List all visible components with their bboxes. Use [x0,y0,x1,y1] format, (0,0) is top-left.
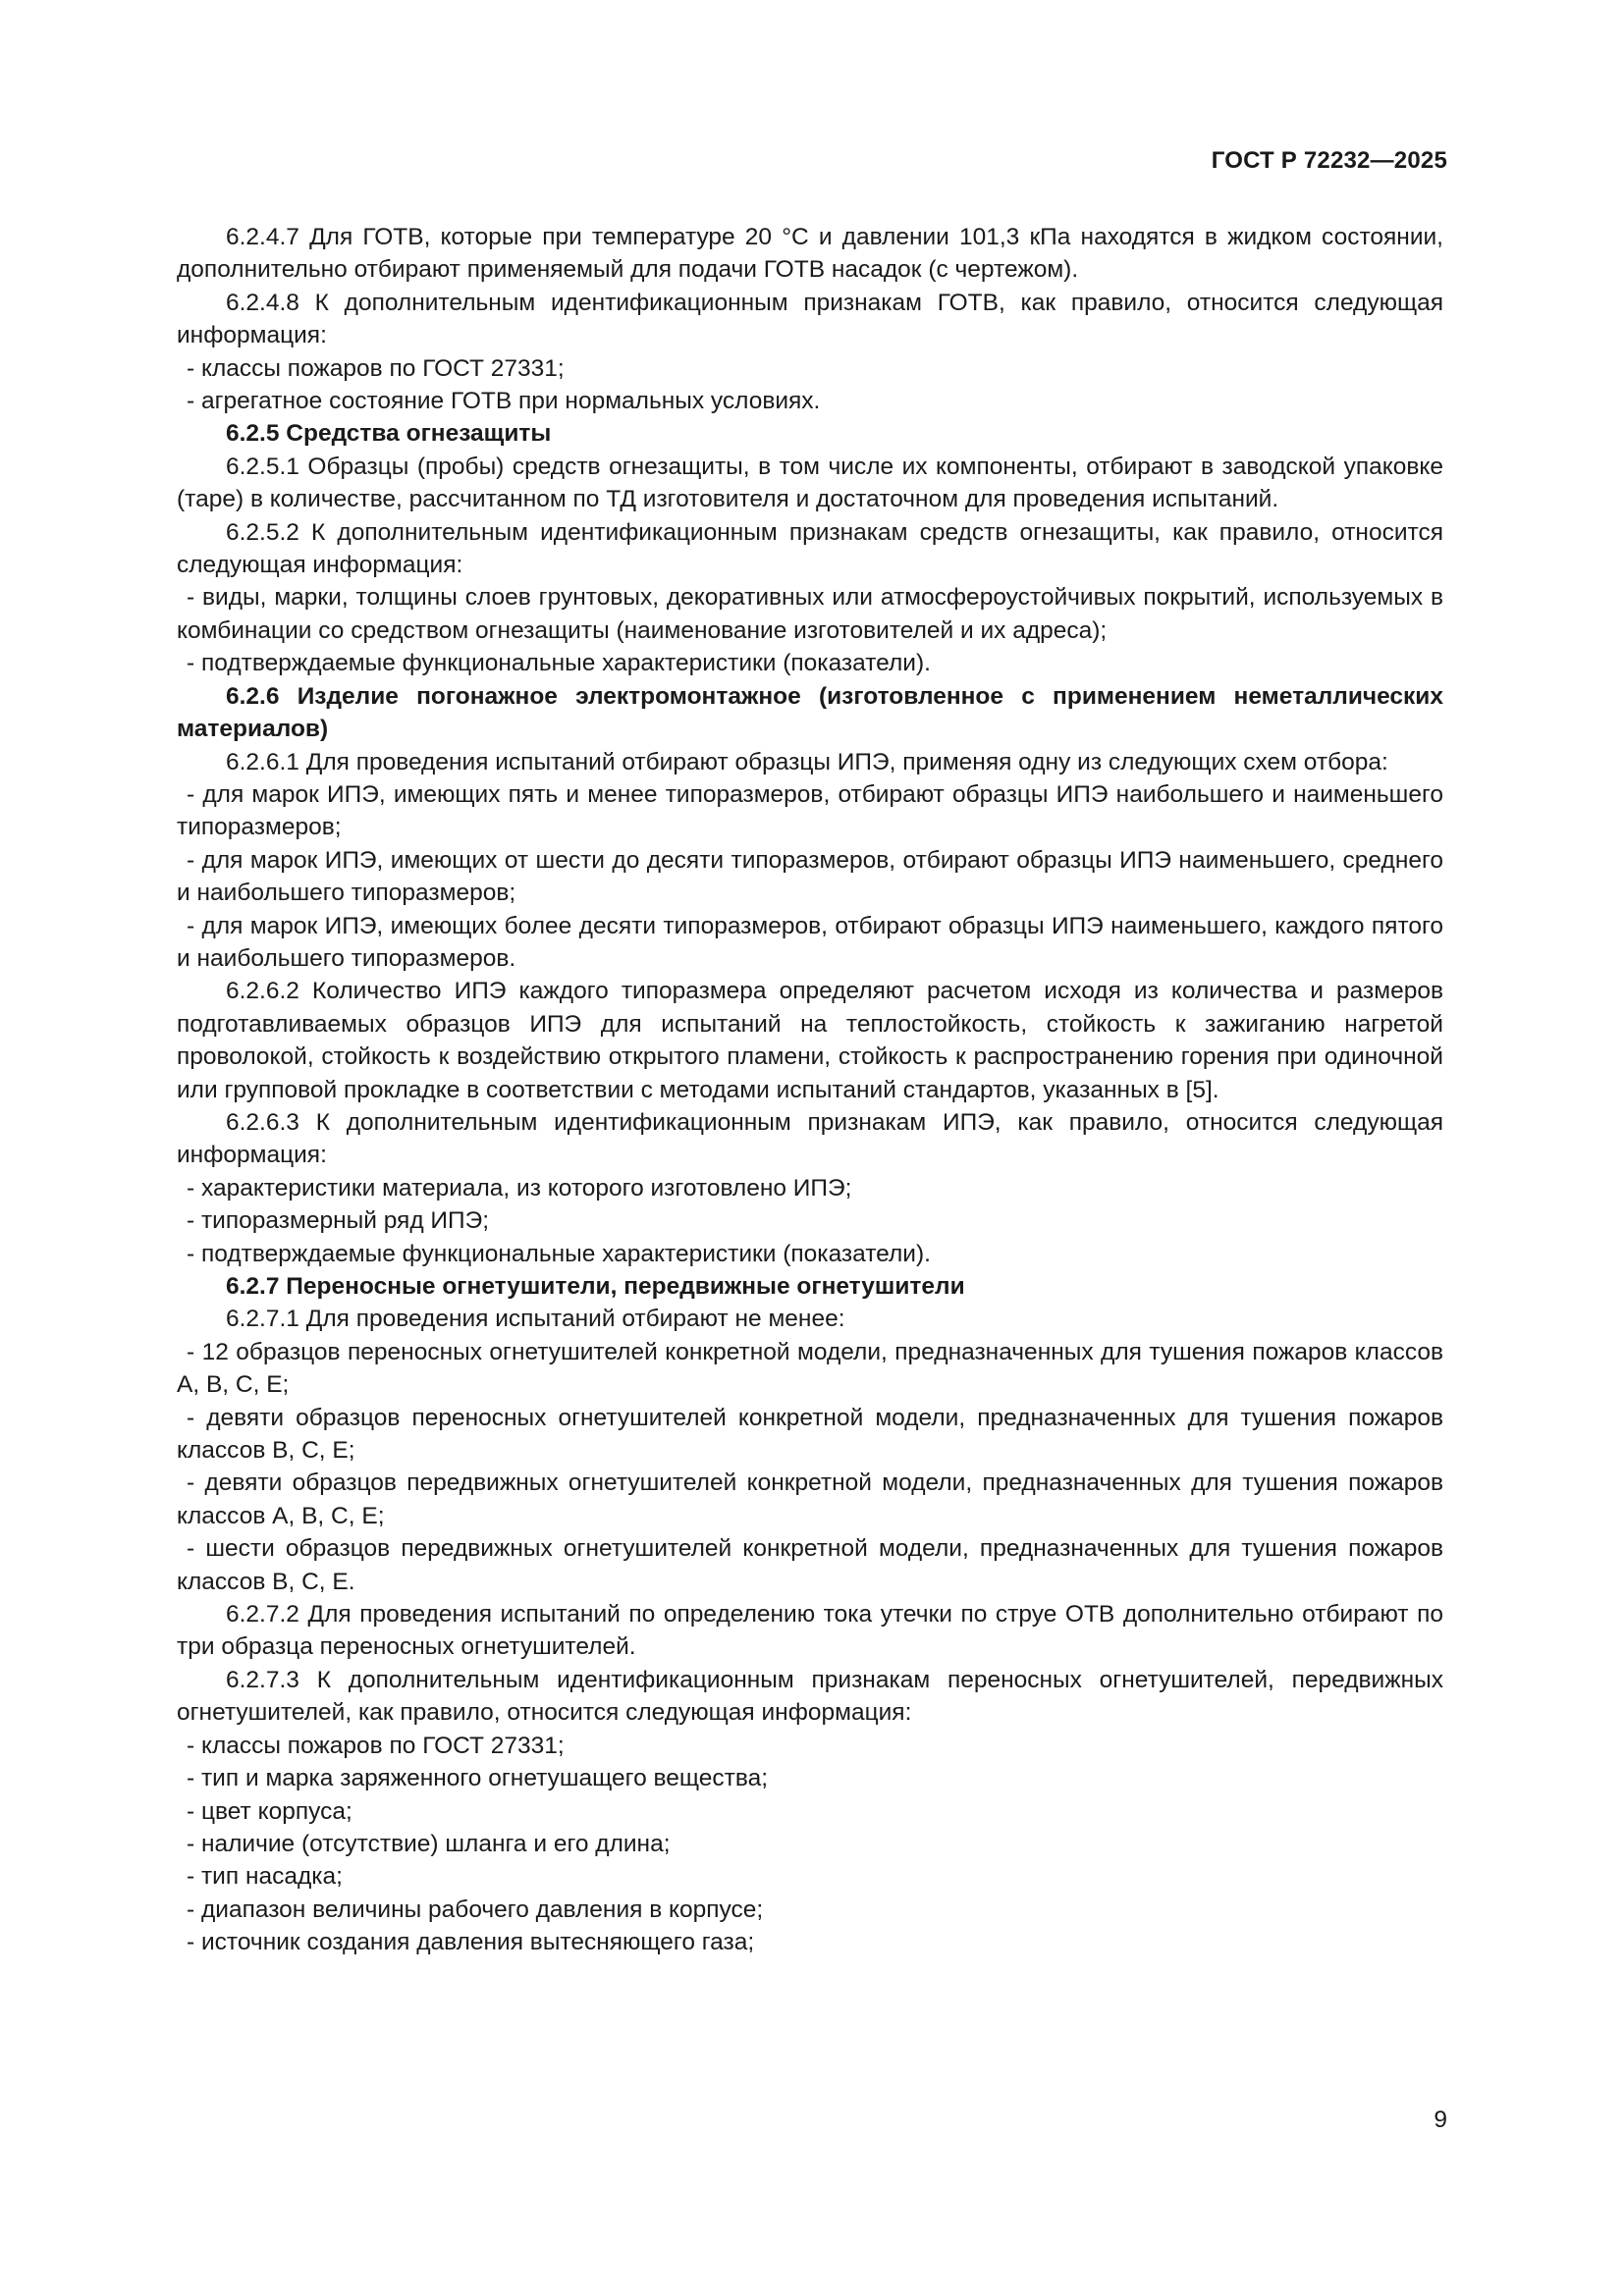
paragraph: 6.2.5.1 Образцы (пробы) средств огнезащиты, в том числе их компоненты, отбирают в заводской упаковке (таре) в количестве, рассчитанном по ТД изготовителя и достаточном для проведения испытаний. [177,453,1443,513]
list-item: - 12 образцов переносных огнетушителей конкретной модели, предназначенных для тушения пожаров классов А, В, С, Е; [177,1338,1443,1399]
paragraph: 6.2.7.3 К дополнительным идентификационным признакам переносных огнетушителей, передвижных огнетушителей, как правило, относится следующая информация: [177,1666,1443,1727]
paragraph: 6.2.4.8 К дополнительным идентификационным признакам ГОТВ, как правило, относится следующая информация: [177,289,1443,349]
list-item: - девяти образцов передвижных огнетушителей конкретной модели, предназначенных для тушения пожаров классов А, В, С, Е; [177,1469,1443,1529]
document-body [177,221,1443,1959]
list-item: - классы пожаров по ГОСТ 27331; [187,1732,565,1759]
list-item: - наличие (отсутствие) шланга и его длина; [187,1830,671,1857]
list-item: - девяти образцов переносных огнетушителей конкретной модели, предназначенных для тушения пожаров классов В, С, Е; [177,1404,1443,1465]
list-item: - для марок ИПЭ, имеющих от шести до десяти типоразмеров, отбирают образцы ИПЭ наименьшего, среднего и наибольшего типоразмеров; [177,846,1443,907]
list-item: - шести образцов передвижных огнетушителей конкретной модели, предназначенных для тушения пожаров классов В, С, Е. [177,1535,1443,1595]
list-item: - виды, марки, толщины слоев грунтовых, декоративных или атмосфероустойчивых покрытий, используемых в комбинации со средством огнезащиты (наименование изготовителей и их адреса); [177,584,1443,644]
list-item: - подтверждаемые функциональные характеристики (показатели). [187,650,931,677]
list-item: - характеристики материала, из которого изготовлено ИПЭ; [187,1174,852,1201]
document-number: ГОСТ Р 72232—2025 [1211,147,1447,174]
list-item: - источник создания давления вытесняющего газа; [187,1929,755,1956]
list-item: - типоразмерный ряд ИПЭ; [187,1207,490,1235]
page-number: 9 [1434,2107,1447,2133]
section-heading: 6.2.6 Изделие погонажное электромонтажное (изготовленное с применением неметаллических материалов) [177,682,1443,743]
paragraph: 6.2.7.2 Для проведения испытаний по определению тока утечки по струе ОТВ дополнительно отбирают по три образца переносных огнетушителей. [177,1601,1443,1661]
list-item: - диапазон величины рабочего давления в корпусе; [187,1896,764,1923]
section-heading: 6.2.5 Средства огнезащиты [226,420,552,448]
section-heading: 6.2.7 Переносные огнетушители, передвижные огнетушители [226,1273,965,1300]
paragraph: 6.2.5.2 К дополнительным идентификационным признакам средств огнезащиты, как правило, относится следующая информация: [177,518,1443,579]
list-item: - для марок ИПЭ, имеющих пять и менее типоразмеров, отбирают образцы ИПЭ наибольшего и наименьшего типоразмеров; [177,780,1443,841]
list-item: - тип и марка заряженного огнетушащего вещества; [187,1765,769,1792]
paragraph: 6.2.4.7 Для ГОТВ, которые при температуре 20 °С и давлении 101,3 кПа находятся в жидком состоянии, дополнительно отбирают применяемый для подачи ГОТВ насадок (с чертежом). [177,224,1443,284]
list-item: - для марок ИПЭ, имеющих более десяти типоразмеров, отбирают образцы ИПЭ наименьшего, каждого пятого и наибольшего типоразмеров. [177,912,1443,972]
paragraph: 6.2.7.1 Для проведения испытаний отбирают не менее: [226,1306,845,1333]
paragraph: 6.2.6.1 Для проведения испытаний отбирают образцы ИПЭ, применяя одну из следующих схем отбора: [226,748,1388,775]
list-item: - агрегатное состояние ГОТВ при нормальных условиях. [187,388,821,415]
paragraph: 6.2.6.2 Количество ИПЭ каждого типоразмера определяют расчетом исходя из количества и размеров подготавливаемых образцов ИПЭ для испытаний на теплостойкость, стойкость к зажиганию нагретой проволокой, стойкость к воздействию открытого пламени, стойкость к распространению горения при одиночной или групповой прокладке в соответствии с методами испытаний стандартов, указанных в [5]. [177,978,1443,1103]
list-item: - цвет корпуса; [187,1797,352,1825]
list-item: - тип насадка; [187,1863,343,1891]
list-item: - классы пожаров по ГОСТ 27331; [187,354,565,382]
paragraph: 6.2.6.3 К дополнительным идентификационным признакам ИПЭ, как правило, относится следующая информация: [177,1108,1443,1169]
list-item: - подтверждаемые функциональные характеристики (показатели). [187,1240,931,1267]
